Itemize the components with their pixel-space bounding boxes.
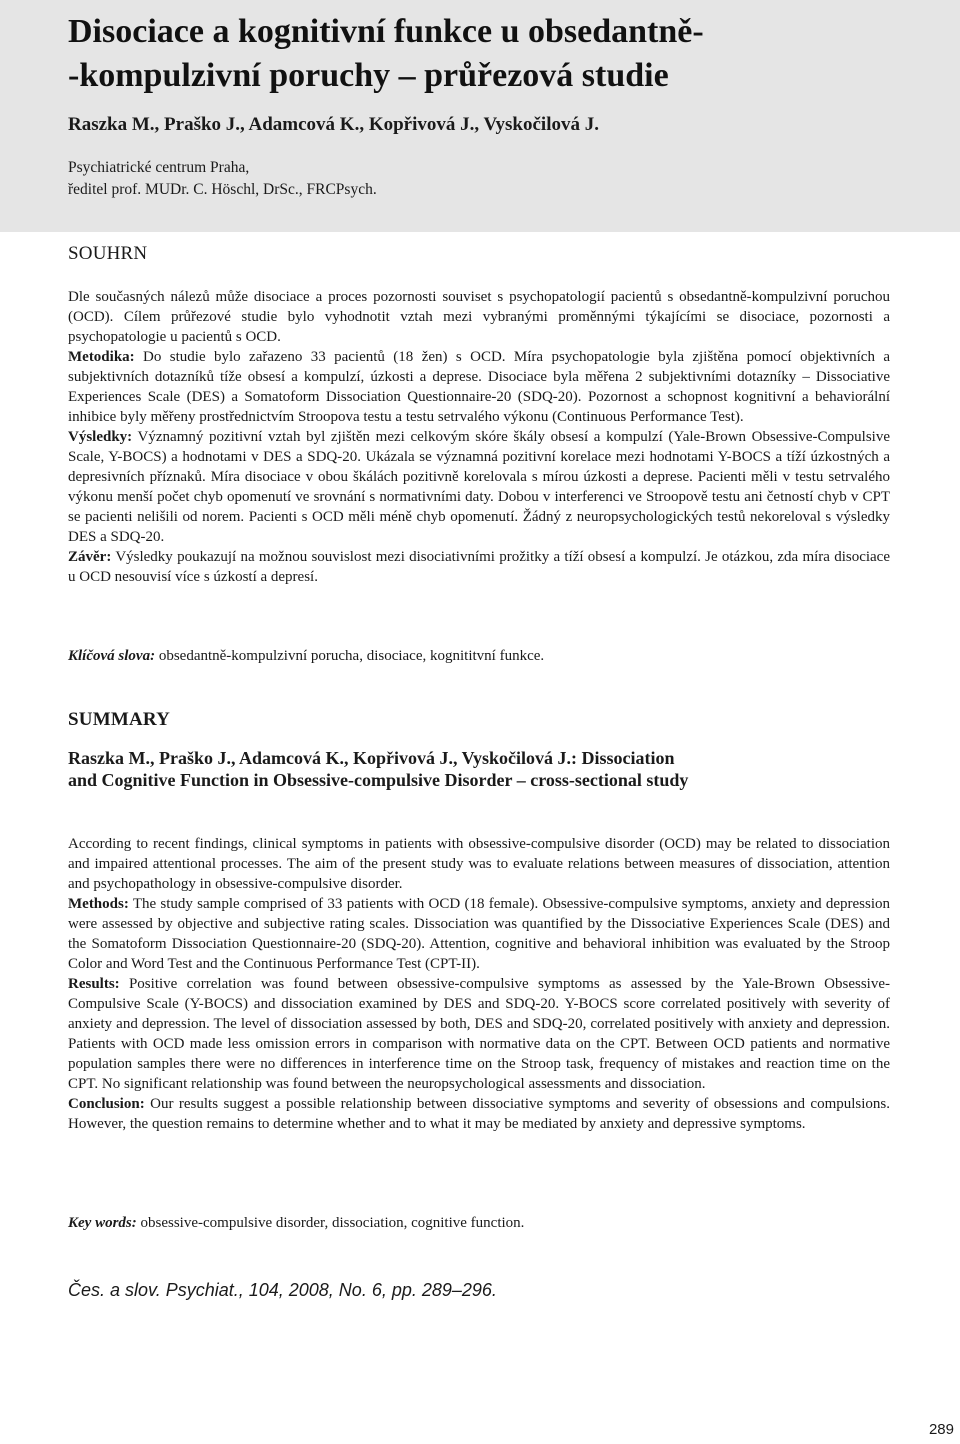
klicova-slova-text: obsedantně-kompulzivní porucha, disociace, kognititvní funkce. — [155, 648, 545, 664]
summary-results — [68, 974, 890, 1094]
title-line-1: Disociace a kognitivní funkce u obsedantně- — [68, 13, 704, 50]
key-words-label: Key words: — [68, 1215, 137, 1231]
journal-citation: Čes. a slov. Psychiat., 104, 2008, No. 6, pp. 289–296. — [68, 1280, 497, 1300]
klicova-slova-label: Klíčová slova: — [68, 648, 156, 664]
souhrn-zaver — [68, 547, 890, 587]
metodika-text: Do studie bylo zařazeno 33 pacientů (18 žen) s OCD. Míra psychopatologie byla zjištěna pomocí objektivních a subjektivních dotazníků tíže obsesí a kompulzí, úzkosti a deprese. Disociace byla měřena 2 subjektivními dotazníky – Dissociative Experiences Scale (DES) a Somatoform Dissociation Questionnaire-20 (SDQ-20). Pozornost a schopnost kognitivní a behaviorální inhibice byly měřeny prostřednictvím Stroopova testu a testu setrvalého výkonu (Continuous Performance Test). — [68, 349, 890, 425]
souhrn-vysledky — [68, 427, 890, 547]
conclusion-text: Our results suggest a possible relationship between dissociative symptoms and severity of obsessions and compulsions. However, the question remains to determine whether and to what it may be mediated by anxiety and depressive symptoms. — [68, 1096, 890, 1132]
summary-keywords — [68, 1213, 524, 1233]
summary-abstract — [68, 834, 890, 1134]
summary-conclusion — [68, 1094, 890, 1134]
methods-text: The study sample comprised of 33 patients with OCD (18 female). Obsessive-compulsive symptoms, anxiety and depression were assessed by objective and subjective rating scales. Dissociation was quantified by the Dissociative Experiences Scale (DES) and the Somatoform Dissociation Questionnaire-20 (SDQ-20). Attention, cognitive and behavioral inhibition was evaluated by the Stroop Color and Word Test and the Continuous Performance Test (CPT-II). — [68, 896, 890, 972]
vysledky-text: Významný pozitivní vztah byl zjištěn mezi celkovým skóre škály obsesí a kompulzí (Yale-Brown Obsessive-Compulsive Scale, Y-BOCS) a hodnotami v DES a SDQ-20. Ukázala se významná pozitivní korelace mezi hodnotami Y-BOCS a tíží úzkostných a depresivních příznaků. Míra disociace v obou škálách pozitivně korelovala s mírou úzkosti a deprese. Pacienti měli v testu setrvalého výkonu menší počet chyb opomenutí ve srovnání s normativními daty. Dobou v interferenci ve Stroopově testu ani četností chyb v CPT se pacienti nelišili od norem. Pacienti s OCD měli méně chyb opomenutí. Žádný z neuropsychologických testů nekoreloval s výsledky DES a SDQ-20. — [68, 429, 890, 545]
souhrn-heading: SOUHRN — [68, 243, 148, 264]
results-text: Positive correlation was found between obsessive-compulsive symptoms as assessed by the Yale-Brown Obsessive-Compulsive Scale (Y-BOCS) and dissociation examined by DES and SDQ-20. Y-BOCS score correlated positively with severity of anxiety and depression. The level of dissociation assessed by both, DES and SDQ-20, correlated positively with anxiety and depression. Patients with OCD made less omission errors in comparison with normative data on the CPT. Between OCD patients and normative population samples there were no differences in interference time on the Stroop task, frequency of mistakes and reaction time on the CPT. No significant relationship was found between the neuropsychological assessments and dissociation. — [68, 976, 890, 1092]
zaver-text: Výsledky poukazují na možnou souvislost mezi disociativními prožitky a tíží obsesí a kompulzí. Je otázkou, zda míra disociace u OCD nesouvisí více s úzkostí a depresí. — [68, 549, 890, 585]
summary-methods — [68, 894, 890, 974]
summary-title-line-2: and Cognitive Function in Obsessive-compulsive Disorder – cross-sectional study — [68, 770, 689, 790]
summary-heading: SUMMARY — [68, 709, 171, 730]
summary-title — [68, 747, 890, 791]
affiliation-line-2: ředitel prof. MUDr. C. Höschl, DrSc., FRCPsych. — [68, 181, 377, 198]
authors: Raszka M., Praško J., Adamcová K., Kopřivová J., Vyskočilová J. — [68, 114, 599, 135]
conclusion-label: Conclusion: — [68, 1096, 145, 1112]
results-label: Results: — [68, 976, 120, 992]
vysledky-label: Výsledky: — [68, 429, 133, 445]
souhrn-keywords — [68, 646, 544, 666]
key-words-text: obsessive-compulsive disorder, dissociation, cognitive function. — [136, 1215, 525, 1231]
methods-label: Methods: — [68, 896, 129, 912]
metodika-label: Metodika: — [68, 349, 135, 365]
souhrn-intro: Dle současných nálezů může disociace a proces pozornosti souviset s psychopatologií pacientů s obsedantně-kompulzivní poruchou (OCD). Cílem průřezové studie bylo vyhodnotit vztah mezi vybranými proměnnými týkajícími se disociace, pozornosti a psychopatologie u pacientů s OCD. — [68, 289, 890, 345]
affiliation — [68, 157, 377, 201]
title-line-2: -kompulzivní poruchy – průřezová studie — [68, 57, 669, 94]
summary-title-line-1: Raszka M., Praško J., Adamcová K., Kopřivová J., Vyskočilová J.: Dissociation — [68, 748, 675, 768]
affiliation-line-1: Psychiatrické centrum Praha, — [68, 159, 250, 176]
summary-intro: According to recent findings, clinical symptoms in patients with obsessive-compulsive disorder (OCD) may be related to dissociation and impaired attentional processes. The aim of the present study was to evaluate relations between measures of dissociation, attention and psychopathology in obsessive-compulsive disorder. — [68, 836, 890, 892]
zaver-label: Závěr: — [68, 549, 112, 565]
souhrn-metodika — [68, 347, 890, 427]
page-number: 289 — [928, 1421, 954, 1438]
article-title — [68, 10, 890, 98]
souhrn-abstract — [68, 287, 890, 587]
